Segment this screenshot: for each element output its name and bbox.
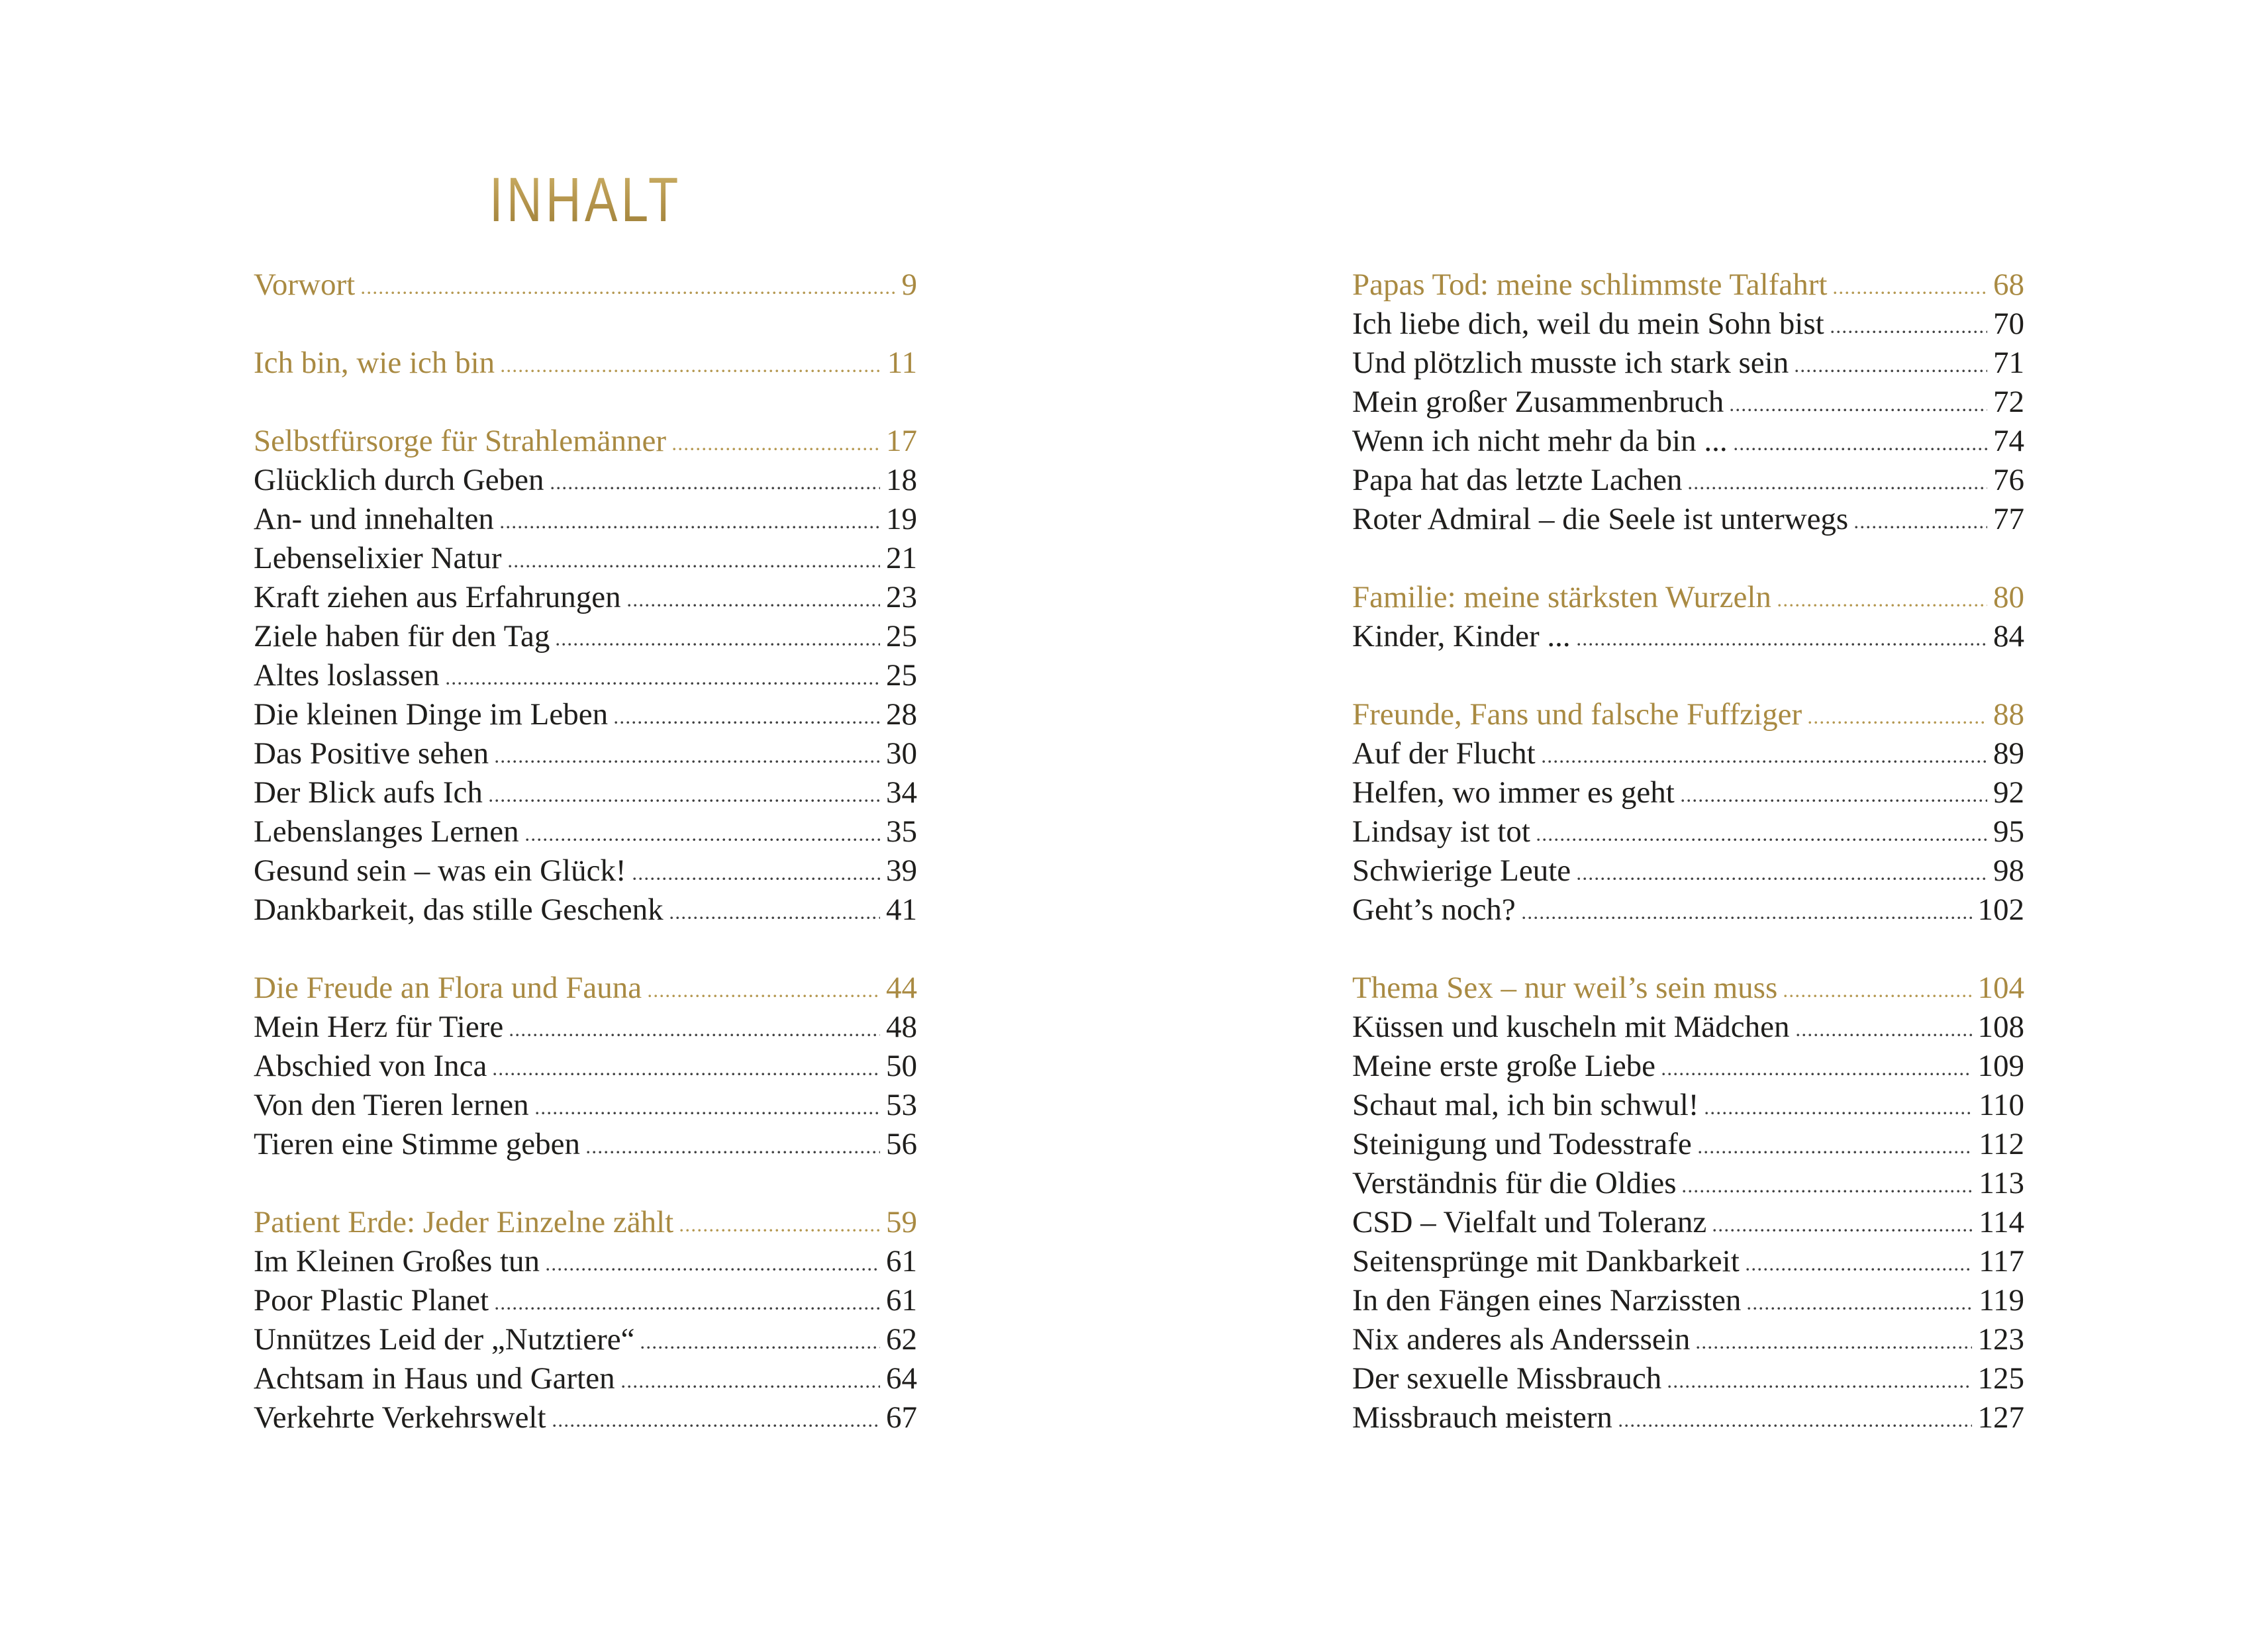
- toc-entry-label: Seitensprünge mit Dankbarkeit: [1352, 1244, 1740, 1279]
- toc-entry-label: Verständnis für die Oldies: [1352, 1166, 1677, 1200]
- toc-row: [1352, 1008, 2024, 1047]
- toc-entry-page: 109: [1977, 1049, 2024, 1083]
- dot-leader: [495, 760, 880, 763]
- toc-row: [254, 578, 917, 617]
- dot-leader: [670, 916, 880, 920]
- toc-entry-label: Ich bin, wie ich bin: [254, 346, 495, 380]
- toc-row: [254, 812, 917, 851]
- toc-section: [1352, 578, 2024, 656]
- toc-row: [1352, 578, 2024, 617]
- toc-entry-label: Achtsam in Haus und Garten: [254, 1361, 615, 1396]
- toc-entry-label: Altes loslassen: [254, 658, 440, 693]
- toc-entry-page: 104: [1977, 971, 2024, 1005]
- dot-leader: [633, 877, 880, 881]
- toc-row: [1352, 422, 2024, 461]
- toc-entry-page: 123: [1977, 1322, 2024, 1357]
- dot-leader: [1683, 1190, 1973, 1193]
- toc-entry-label: Abschied von Inca: [254, 1049, 487, 1083]
- toc-row: [1352, 305, 2024, 344]
- toc-entry-page: 9: [901, 267, 917, 302]
- toc-row: [254, 1008, 917, 1047]
- toc-section: [254, 344, 917, 383]
- toc-entry-page: 113: [1979, 1166, 2024, 1200]
- toc-row: [1352, 851, 2024, 891]
- toc-entry-page: 30: [886, 736, 917, 771]
- toc-section: [254, 1203, 917, 1437]
- toc-entry-label: Die Freude an Flora und Fauna: [254, 971, 642, 1005]
- toc-entry-page: 92: [1993, 775, 2024, 810]
- toc-row: [1352, 1164, 2024, 1203]
- dot-leader: [615, 721, 880, 724]
- toc-entry-label: Patient Erde: Jeder Einzelne zählt: [254, 1205, 674, 1239]
- dot-leader: [536, 1112, 880, 1115]
- toc-entry-page: 110: [1979, 1088, 2024, 1122]
- toc-entry-page: 62: [886, 1322, 917, 1357]
- toc-entry-label: Schaut mal, ich bin schwul!: [1352, 1088, 1699, 1122]
- toc-entry-label: Mein Herz für Tiere: [254, 1010, 504, 1044]
- dot-leader: [546, 1268, 880, 1271]
- toc-row: [254, 1398, 917, 1437]
- toc-entry-page: 76: [1993, 463, 2024, 497]
- dot-leader: [1681, 799, 1987, 802]
- toc-entry-label: An- und innehalten: [254, 502, 494, 536]
- toc-entry-label: Papa hat das letzte Lachen: [1352, 463, 1683, 497]
- toc-row: [1352, 969, 2024, 1008]
- toc-entry-page: 74: [1993, 424, 2024, 458]
- toc-entry-label: Dankbarkeit, das stille Geschenk: [254, 893, 664, 927]
- toc-row: [1352, 1242, 2024, 1281]
- toc-row: [1352, 773, 2024, 812]
- toc-entry-page: 48: [886, 1010, 917, 1044]
- page-title-text: INHALT: [489, 165, 682, 235]
- toc-entry-page: 25: [886, 619, 917, 653]
- toc-entry-page: 44: [886, 971, 917, 1005]
- toc-entry-label: Auf der Flucht: [1352, 736, 1536, 771]
- dot-leader: [1795, 369, 1987, 373]
- toc-entry-page: 119: [1979, 1283, 2024, 1318]
- dot-leader: [628, 604, 880, 607]
- toc-entry-label: Und plötzlich musste ich stark sein: [1352, 346, 1789, 380]
- toc-column-right: [1352, 266, 2024, 1437]
- toc-row: [1352, 1203, 2024, 1242]
- toc-row: [1352, 1281, 2024, 1320]
- toc-entry-page: 89: [1993, 736, 2024, 771]
- toc-entry-page: 108: [1977, 1010, 2024, 1044]
- dot-leader: [495, 1307, 880, 1310]
- toc-entry-page: 95: [1993, 814, 2024, 849]
- toc-entry-label: Ziele haben für den Tag: [254, 619, 550, 653]
- toc-row: [254, 1047, 917, 1086]
- toc-entry-page: 41: [886, 893, 917, 927]
- toc-row: [254, 422, 917, 461]
- dot-leader: [1808, 721, 1987, 724]
- toc-entry-label: Papas Tod: meine schlimmste Talfahrt: [1352, 267, 1828, 302]
- toc-entry-page: 84: [1993, 619, 2024, 653]
- dot-leader: [1834, 291, 1987, 295]
- toc-entry-label: In den Fängen eines Narzissten: [1352, 1283, 1742, 1318]
- dot-leader: [501, 526, 880, 529]
- dot-leader: [1713, 1229, 1973, 1232]
- toc-section: [254, 266, 917, 305]
- toc-row: [254, 656, 917, 695]
- toc-row: [254, 1242, 917, 1281]
- toc-entry-page: 77: [1993, 502, 2024, 536]
- dot-leader: [1699, 1151, 1973, 1154]
- toc-entry-page: 25: [886, 658, 917, 693]
- toc-entry-label: Nix anderes als Anderssein: [1352, 1322, 1691, 1357]
- toc-row: [254, 773, 917, 812]
- toc-entry-label: Im Kleinen Großes tun: [254, 1244, 540, 1279]
- toc-row: [254, 1086, 917, 1125]
- toc-row: [1352, 500, 2024, 539]
- toc-row: [254, 891, 917, 930]
- toc-entry-page: 18: [886, 463, 917, 497]
- toc-entry-page: 64: [886, 1361, 917, 1396]
- toc-row: [254, 1320, 917, 1359]
- toc-row: [1352, 266, 2024, 305]
- toc-entry-label: Schwierige Leute: [1352, 853, 1571, 888]
- toc-row: [1352, 891, 2024, 930]
- toc-entry-label: Glücklich durch Geben: [254, 463, 544, 497]
- toc-entry-label: Unnützes Leid der „Nutztiere“: [254, 1322, 635, 1357]
- toc-entry-page: 112: [1979, 1127, 2024, 1161]
- toc-row: [254, 461, 917, 500]
- dot-leader: [673, 448, 880, 451]
- toc-entry-page: 88: [1993, 697, 2024, 732]
- dot-leader: [1537, 838, 1987, 842]
- dot-leader: [1619, 1424, 1972, 1427]
- toc-entry-page: 98: [1993, 853, 2024, 888]
- dot-leader: [510, 1034, 880, 1037]
- toc-section: [254, 969, 917, 1164]
- toc-entry-label: Mein großer Zusammenbruch: [1352, 385, 1724, 419]
- toc-entry-label: Roter Admiral – die Seele ist unterwegs: [1352, 502, 1849, 536]
- toc-row: [254, 266, 917, 305]
- toc-entry-label: Die kleinen Dinge im Leben: [254, 697, 609, 732]
- dot-leader: [1855, 526, 1987, 529]
- dot-leader: [648, 994, 880, 998]
- toc-row: [254, 1281, 917, 1320]
- toc-row: [1352, 461, 2024, 500]
- toc-entry-label: Steinigung und Todesstrafe: [1352, 1127, 1692, 1161]
- toc-entry-page: 114: [1979, 1205, 2024, 1239]
- toc-row: [1352, 1320, 2024, 1359]
- toc-row: [254, 617, 917, 656]
- toc-entry-label: Kinder, Kinder ...: [1352, 619, 1571, 653]
- dot-leader: [1522, 916, 1972, 920]
- toc-entry-page: 34: [886, 775, 917, 810]
- toc-section: [1352, 266, 2024, 539]
- dot-leader: [1577, 643, 1987, 646]
- toc-entry-label: Familie: meine stärksten Wurzeln: [1352, 580, 1771, 614]
- toc-row: [1352, 1398, 2024, 1437]
- toc-row: [1352, 1125, 2024, 1164]
- toc-row: [1352, 1359, 2024, 1398]
- dot-leader: [553, 1424, 880, 1427]
- toc-entry-page: 127: [1977, 1400, 2024, 1435]
- toc-row: [254, 1125, 917, 1164]
- dot-leader: [680, 1229, 880, 1232]
- toc-entry-label: Ich liebe dich, weil du mein Sohn bist: [1352, 307, 1824, 341]
- toc-column-left: [254, 266, 917, 1437]
- toc-entry-page: 61: [886, 1244, 917, 1279]
- dot-leader: [1689, 487, 1987, 490]
- toc-row: [1352, 812, 2024, 851]
- dot-leader: [501, 369, 881, 373]
- dot-leader: [1577, 877, 1987, 881]
- toc-row: [254, 1359, 917, 1398]
- dot-leader: [489, 799, 880, 802]
- toc-entry-label: Das Positive sehen: [254, 736, 489, 771]
- dot-leader: [1730, 409, 1987, 412]
- dot-leader: [493, 1073, 880, 1076]
- page-title: [254, 165, 917, 235]
- dot-leader: [1734, 448, 1987, 451]
- dot-leader: [1746, 1268, 1973, 1271]
- toc-row: [1352, 734, 2024, 773]
- toc-entry-label: Geht’s noch?: [1352, 893, 1516, 927]
- dot-leader: [1748, 1307, 1973, 1310]
- toc-entry-label: Lindsay ist tot: [1352, 814, 1530, 849]
- toc-entry-page: 28: [886, 697, 917, 732]
- toc-entry-page: 23: [886, 580, 917, 614]
- dot-leader: [1778, 604, 1987, 607]
- toc-entry-page: 80: [1993, 580, 2024, 614]
- toc-entry-label: Selbstfürsorge für Strahlemänner: [254, 424, 667, 458]
- toc-entry-page: 53: [886, 1088, 917, 1122]
- toc-entry-page: 102: [1977, 893, 2024, 927]
- toc-row: [254, 500, 917, 539]
- toc-entry-page: 67: [886, 1400, 917, 1435]
- toc-entry-page: 61: [886, 1283, 917, 1318]
- toc-row: [1352, 1086, 2024, 1125]
- dot-leader: [1542, 760, 1987, 763]
- toc-entry-label: Freunde, Fans und falsche Fuffziger: [1352, 697, 1802, 732]
- dot-leader: [1797, 1034, 1972, 1037]
- toc-entry-page: 35: [886, 814, 917, 849]
- toc-row: [1352, 383, 2024, 422]
- dot-leader: [551, 487, 880, 490]
- dot-leader: [1784, 994, 1971, 998]
- toc-section: [1352, 969, 2024, 1437]
- toc-entry-label: Helfen, wo immer es geht: [1352, 775, 1675, 810]
- toc-entry-label: Von den Tieren lernen: [254, 1088, 529, 1122]
- toc-entry-page: 56: [886, 1127, 917, 1161]
- toc-entry-label: Verkehrte Verkehrswelt: [254, 1400, 546, 1435]
- toc-entry-label: Missbrauch meistern: [1352, 1400, 1612, 1435]
- toc-row: [1352, 344, 2024, 383]
- toc-entry-label: Tieren eine Stimme geben: [254, 1127, 580, 1161]
- dot-leader: [556, 643, 880, 646]
- toc-entry-page: 17: [886, 424, 917, 458]
- toc-entry-label: Der sexuelle Missbrauch: [1352, 1361, 1662, 1396]
- toc-entry-label: Meine erste große Liebe: [1352, 1049, 1656, 1083]
- toc-row: [254, 969, 917, 1008]
- dot-leader: [526, 838, 880, 842]
- toc-section: [1352, 695, 2024, 930]
- toc-entry-page: 71: [1993, 346, 2024, 380]
- toc-entry-page: 117: [1979, 1244, 2024, 1279]
- dot-leader: [1697, 1346, 1971, 1349]
- toc-row: [254, 695, 917, 734]
- toc-entry-label: Der Blick aufs Ich: [254, 775, 483, 810]
- dot-leader: [446, 682, 880, 685]
- dot-leader: [1668, 1385, 1971, 1388]
- dot-leader: [362, 291, 895, 295]
- toc-row: [1352, 695, 2024, 734]
- toc-entry-label: Kraft ziehen aus Erfahrungen: [254, 580, 621, 614]
- toc-entry-page: 70: [1993, 307, 2024, 341]
- toc-entry-label: Lebenslanges Lernen: [254, 814, 519, 849]
- toc-section: [254, 422, 917, 930]
- toc-entry-page: 59: [886, 1205, 917, 1239]
- toc-entry-label: Gesund sein – was ein Glück!: [254, 853, 626, 888]
- toc-row: [254, 1203, 917, 1242]
- dot-leader: [641, 1346, 880, 1349]
- toc-entry-page: 21: [886, 541, 917, 575]
- toc-entry-label: Thema Sex – nur weil’s sein muss: [1352, 971, 1778, 1005]
- dot-leader: [1831, 330, 1987, 334]
- dot-leader: [1662, 1073, 1971, 1076]
- dot-leader: [509, 565, 880, 568]
- toc-entry-page: 39: [886, 853, 917, 888]
- toc-row: [254, 734, 917, 773]
- dot-leader: [622, 1385, 880, 1388]
- toc-entry-label: Lebenselixier Natur: [254, 541, 502, 575]
- toc-entry-page: 125: [1977, 1361, 2024, 1396]
- toc-entry-label: Poor Plastic Planet: [254, 1283, 489, 1318]
- dot-leader: [587, 1151, 880, 1154]
- toc-entry-page: 68: [1993, 267, 2024, 302]
- toc-entry-label: Vorwort: [254, 267, 356, 302]
- toc-entry-page: 50: [886, 1049, 917, 1083]
- toc-entry-page: 19: [886, 502, 917, 536]
- toc-entry-label: Wenn ich nicht mehr da bin ...: [1352, 424, 1728, 458]
- toc-row: [1352, 1047, 2024, 1086]
- dot-leader: [1705, 1112, 1973, 1115]
- toc-entry-page: 72: [1993, 385, 2024, 419]
- toc-entry-page: 11: [887, 346, 917, 380]
- toc-row: [1352, 617, 2024, 656]
- toc-row: [254, 851, 917, 891]
- toc-entry-label: Küssen und kuscheln mit Mädchen: [1352, 1010, 1790, 1044]
- toc-row: [254, 344, 917, 383]
- toc-entry-label: CSD – Vielfalt und Toleranz: [1352, 1205, 1707, 1239]
- toc-row: [254, 539, 917, 578]
